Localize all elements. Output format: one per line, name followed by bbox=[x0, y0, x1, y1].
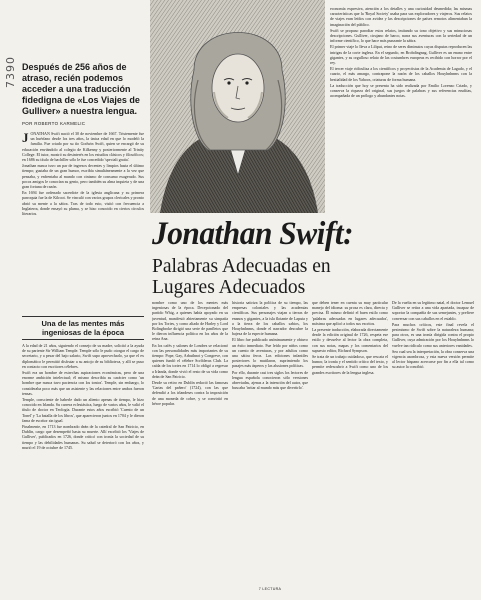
lead-paragraph: Después de 256 años de atraso, recién podemos acceder a una traducción fidedigna de «Los Viajes de Gulliver» a nuestra lengua. bbox=[22, 62, 140, 116]
article-paragraph: Desde su retiro en Dublín redactó las famosas 'Cartas del pañero' (1724), con las que defendió a los irlandeses contra la imposición de una moneda de cobre, y se convirtió en héroe popular. bbox=[152, 380, 228, 406]
article-paragraph: Finalmente, en 1713 fue nombrado deán de la catedral de San Patricio, en Dublín, cargo que desempeñó hasta su muerte. Allí escribió los 'Viajes de Gulliver', publicados en 1726, donde criticó con ironía la sociedad de su tiempo y las debilidades humanas. Su salud se deterioró con los años, y murió el 19 de octubre de 1745. bbox=[22, 424, 144, 450]
article-paragraph: historia satiriza la política de su tiempo, las empresas coloniales y las academias científicas. Sus personajes viajan a tierras de enanos y gigantes, a la isla flotante de Laputa y a la tierra de los caballos sabios, los Houyhnhnms, donde el narrador descubre la bajeza de la especie humana. bbox=[232, 300, 308, 337]
article-paragraph: La traducción que hoy se presenta ha sido realizada por Emilio Lorenzo Criado, y conserva la riqueza del original, sus juegos de palabras y sus referencias eruditas, acompañada de un prólogo y abundantes notas. bbox=[330, 82, 472, 99]
article-paragraph: JONATHAN Swift nació el 30 de noviembre de 1667. Tristemente fue un huérfano desde los tres años, la única edad en que lo modeló la familia. Fue criado por su tío Godwin Swift, quien se encargó de su educación enviándolo al colegio de Kilkenny y posteriormente al Trinity College. El tutor, mostró su desinterés en los estudios clásicos y filosóficos; en 1686 su título de bachiller sólo le fue concedido 'speciali gratia'. bbox=[22, 131, 144, 163]
byline: POR ROBERTO KARMELIC bbox=[22, 121, 86, 126]
portrait-illustration bbox=[150, 0, 325, 213]
article-paragraph: nombre como uno de los mentes más ingeniosas de la época. Decepcionado del partido Whig, a quienes había apoyado en su juventud, manifestó abiertamente su simpatía por los Tories, y como aliado de Harley y Lord Bolingbroke dirigió una serie de panfletos que le dieron influencia política en los años de la reina Ana. bbox=[152, 300, 228, 342]
margin-handwritten-note: 7390 bbox=[4, 56, 17, 88]
article-paragraph: Sea cual sea la interpretación, la obra conserva una vigencia asombrosa, y esta nueva versión permite al lector hispano acercarse por fin a ella tal como su autor la concibió. bbox=[392, 348, 474, 370]
article-paragraph: El primer viaje lo lleva a Liliput, reino de seres diminutos cuyas disputas reproducen las intrigas de la corte inglesa. En el segundo, en Brobdingnag, Gulliver es un enano entre gigantes, y su orgulloso relato de las costumbres europeas es recibido con horror por el rey. bbox=[330, 44, 472, 66]
article-paragraph: Swift se propuso parodiar estos relatos, imitando su tono objetivo y sus minuciosas descripciones. Gulliver, cirujano de barco, narra sus aventuras con la seriedad de un informe científico, lo que hace más punzante la sátira. bbox=[330, 27, 472, 44]
article-paragraph: Swift era un hombre de estrechas aspiraciones económicas, pero de una enorme ambición intelectual; él mismo describía su carácter como 'un hombre que nunca tuvo paciencia con los tontos'. Temple, sin embargo, lo consideraba poco más que un asistente y las relaciones entre ambos fueron tensas. bbox=[22, 370, 144, 396]
article-paragraph: De la vuelta en su legítimo natal, el doctor Lemuel Gulliver se retira a una vida apartada, incapaz de soportar la compañía de sus semejantes, y prefiere conversar con sus caballos en el establo. bbox=[392, 300, 474, 321]
headline-deck: Palabras Adecuadas en Lugares Adecuados bbox=[152, 256, 331, 298]
article-paragraph: economía expresiva, atención a los detalles y una curiosidad desmedida; las mismas características que la 'Royal Society' usaba para sus exploradores y viajeros. Sus relatos de viajes eran leídos con avidez y las descripciones de países remotos alimentaban la imaginación del público. bbox=[330, 6, 472, 27]
headline: Jonathan Swift: bbox=[152, 216, 354, 252]
drop-cap: J bbox=[22, 131, 29, 145]
article-paragraph: Se trata de un trabajo cuidadoso, que rescata el humor, la ironía y el sentido crítico del texto, y permite redescubrir a Swift como uno de los grandes escritores de la lengua inglesa. bbox=[312, 354, 388, 375]
article-paragraph: Jonathan nunca tuvo un par de ingresos decentes y limpios hasta el último tiempo; gustaba de un gran humor, escribía simultáneamente a la vez que pensaba, y enfrentaba al mundo con cinismo de consumo exagerado. Sus pocos amigos le conocían su genio, pero también su alma inquieta y de una gran fortuna de razón. bbox=[22, 163, 144, 190]
article-column-1-top bbox=[22, 131, 144, 314]
section-subhead: Una de las mentes más ingeniosas de la época bbox=[22, 316, 144, 340]
article-column-2 bbox=[152, 300, 228, 583]
article-paragraph: En 1694 fue ordenado sacerdote de la iglesia anglicana y su primera parroquia fue la de Kilroot. Se vinculó con varios grupos clericales y pronto abrió su mente a la sátira. Tras de todo esto, visitó con frecuencia a Inglaterra, donde ensayó su pluma, y se hizo conocido en ciertos círculos literarios. bbox=[22, 190, 144, 217]
article-paragraph: Para muchos críticos, este final revela el pesimismo de Swift sobre la naturaleza humana; para otros, es una ironía dirigida contra el propio Gulliver, cuya admiración por los Houyhnhnms lo vuelve tan ridículo como sus anteriores vanidades. bbox=[392, 321, 474, 348]
article-paragraph: que deben tener en cuenta su muy particular manejo del idioma: su prosa es clara, directa y precisa. Él mismo definió el buen estilo como 'palabras adecuadas en lugares adecuados', máxima que aplicó a todos sus escritos. bbox=[312, 300, 388, 326]
article-column-5-bottom bbox=[392, 300, 474, 583]
article-paragraph: Por ello, durante casi tres siglos los lectores de lengua española conocieron sólo versiones abreviadas, ajenas a la intención del autor, que buscaba 'irritar al mundo más que divertirlo'. bbox=[232, 369, 308, 391]
swift-portrait-engraving bbox=[150, 0, 325, 213]
page-folio: 7 LECTURA bbox=[258, 587, 282, 591]
article-column-3 bbox=[232, 300, 308, 583]
article-column-4 bbox=[312, 300, 388, 583]
article-column-1-bottom bbox=[22, 343, 144, 590]
article-column-5-top bbox=[330, 6, 472, 306]
article-paragraph: A la edad de 21 años, siguiendo el consejo de su madre, solicitó a la ayuda de su pariente Sir William Temple. Temple sólo le pudo otorgar el cargo de secretario, y a pesar del bajo salario, Swift supo aprovecharlo, ya que el ex diplomático le permitió disfrutar a su antojo de su biblioteca, y allí se puso en contacto con escritores célebres. bbox=[22, 343, 144, 369]
article-paragraph: Temple, consciente de haberle dado un aliento apenas de tiempo, le hizo conocido en Irlanda. Su carrera eclesiástica, luego de varios años, le valió el título de doctor en Teología. Durante estos años escribió 'Cuento de un Tonel' y 'La batalla de los libros', que aparecieron juntos en 1704 y le dieron fama de escritor sin igual. bbox=[22, 397, 144, 423]
article-paragraph: El libro fue publicado anónimamente y obtuvo un éxito inmediato. Fue leído por niños como un cuento de aventuras, y por adultos como una sátira feroz. Las ediciones infantiles posteriores lo mutilaron, suprimiendo los pasajes más ásperos y las alusiones políticas. bbox=[232, 337, 308, 369]
article-paragraph: El tercer viaje ridiculiza a los científicos y proyectistas de la Academia de Lagado, y el cuarto, el más amargo, contrapone la razón de los caballos Houyhnhnms con la bestialidad de los Yahoos, criaturas de forma humana. bbox=[330, 66, 472, 82]
article-paragraph: La presente traducción, elaborada directamente desde la edición original de 1726, respeta ese estilo y devuelve al lector la obra completa, con sus notas, mapas y los comentarios del supuesto editor, Richard Sympson. bbox=[312, 327, 388, 353]
article-paragraph: En los cafés y salones de Londres se relacionó con las personalidades más importantes de su tiempo: Pope, Gay, Arbuthnot y Congreve, con quienes fundó el célebre Scriblerus Club. La caída de los tories en 1714 lo obligó a regresar a Irlanda, donde vivió el resto de su vida como deán de San Patricio. bbox=[152, 342, 228, 379]
